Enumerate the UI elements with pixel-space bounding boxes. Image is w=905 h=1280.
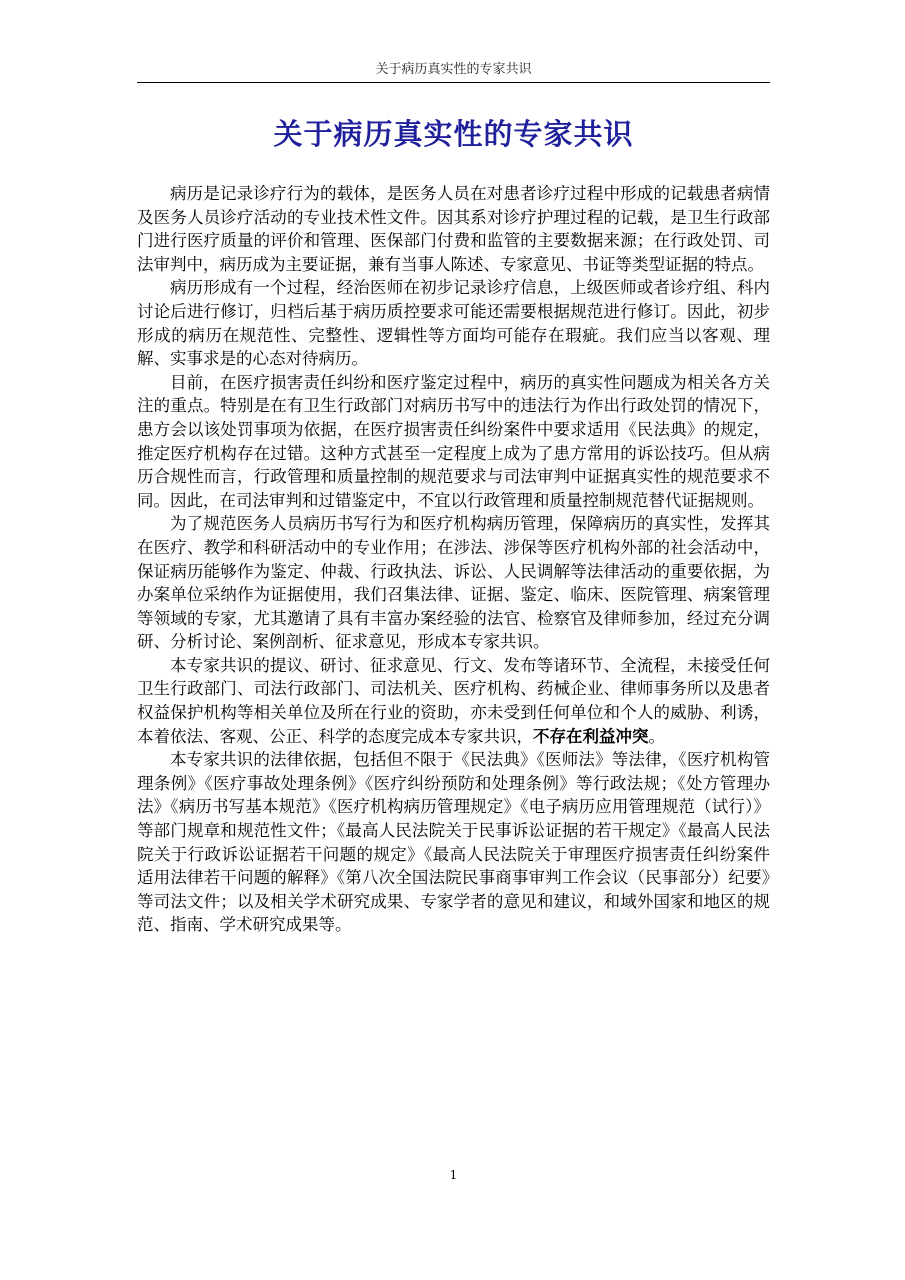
- paragraph-record-formation: 病历形成有一个过程，经治医师在初步记录诊疗信息，上级医师或者诊疗组、科内讨论后进行修订，归档后基于病历质控要求可能还需要根据规范进行修订。因此，初步形成的病历在规范性、完整性、逻辑性等方面均可能存在瑕疵。我们应当以客观、理解、实事求是的心态对待病历。: [137, 278, 770, 369]
- paragraph-conflict-of-interest: [137, 654, 770, 748]
- page-number: 1: [449, 1168, 458, 1182]
- paragraph-medical-record-definition: 病历是记录诊疗行为的载体，是医务人员在对患者诊疗过程中形成的记载患者病情及医务人员诊疗活动的专业技术性文件。因其系对诊疗护理过程的记载，是卫生行政部门进行医疗质量的评价和管理、医保部门付费和监管的主要数据来源；在行政处罚、司法审判中，病历成为主要证据，兼有当事人陈述、专家意见、书证等类型证据的特点。: [137, 184, 770, 274]
- conflict-statement-end: 。: [648, 726, 665, 746]
- header-rule: [137, 82, 770, 83]
- paragraph-consensus-purpose: 为了规范医务人员病历书写行为和医疗机构病历管理，保障病历的真实性，发挥其在医疗、教学和科研活动中的专业作用；在涉法、涉保等医疗机构外部的社会活动中，保证病历能够作为鉴定、仲裁、行政执法、诉讼、人民调解等法律活动的重要依据，为办案单位采纳作为证据使用，我们召集法律、证据、鉴定、临床、医院管理、病案管理等领域的专家，尤其邀请了具有丰富办案经验的法官、检察官及律师参加，经过充分调研、分析讨论、案例剖析、征求意见，形成本专家共识。: [137, 514, 770, 652]
- no-conflict-emphasis: 不存在利益冲突: [533, 726, 649, 746]
- document-body: [137, 182, 770, 937]
- paragraph-authenticity-disputes: 目前，在医疗损害责任纠纷和医疗鉴定过程中，病历的真实性问题成为相关各方关注的重点。特别是在有卫生行政部门对病历书写中的违法行为作出行政处罚的情况下，患方会以该处罚事项为依据，在医疗损害责任纠纷案件中要求适用《民法典》的规定，推定医疗机构存在过错。这种方式甚至一定程度上成为了患方常用的诉讼技巧。但从病历合规性而言，行政管理和质量控制的规范要求与司法审判中证据真实性的规范要求不同。因此，在司法审判和过错鉴定中，不宜以行政管理和质量控制规范替代证据规则。: [137, 372, 770, 510]
- conflict-statement: 本专家共识的提议、研讨、征求意见、行文、发布等诸环节、全流程，未接受任何卫生行政部门、司法行政部门、司法机关、医疗机构、药械企业、律师事务所以及患者权益保护机构等相关单位及所在行业的资助，亦未受到任何单位和个人的威胁、利诱，本着依法、客观、公正、科学的态度完成本专家共识，: [137, 655, 770, 746]
- running-header: 关于病历真实性的专家共识: [375, 62, 532, 77]
- paragraph-legal-basis: 本专家共识的法律依据，包括但不限于《民法典》《医师法》等法律，《医疗机构管理条例》《医疗事故处理条例》《医疗纠纷预防和处理条例》等行政法规；《处方管理办法》《病历书写基本规范》《医疗机构病历管理规定》《电子病历应用管理规范（试行）》等部门规章和规范性文件；《最高人民法院关于民事诉讼证据的若干规定》《最高人民法院关于行政诉讼证据若干问题的规定》《最高人民法院关于审理医疗损害责任纠纷案件适用法律若干问题的解释》《第八次全国法院民事商事审判工作会议（民事部分）纪要》等司法文件；以及相关学术研究成果、专家学者的意见和建议，和域外国家和地区的规范、指南、学术研究成果等。: [137, 750, 770, 935]
- document-title: 关于病历真实性的专家共识: [273, 117, 634, 151]
